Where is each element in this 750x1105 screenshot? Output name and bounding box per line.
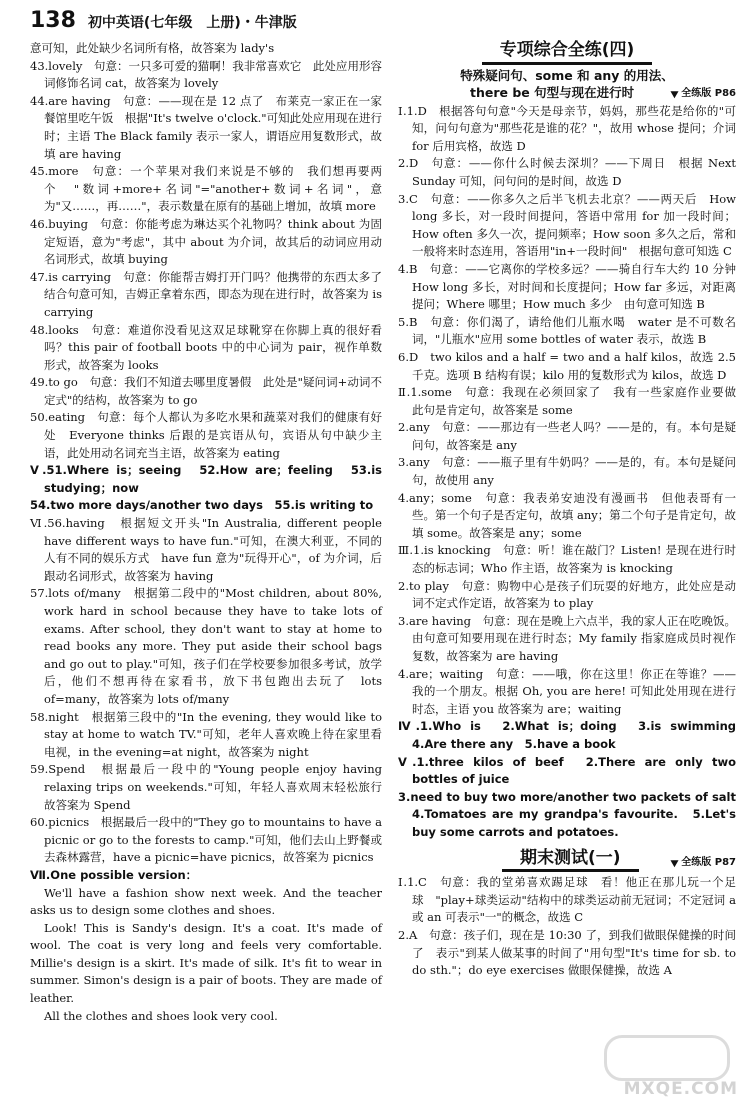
section-answers: Ⅴ.1.three kilos of beef 2.There are only two bottles of juice [398, 754, 736, 787]
arrow-icon [671, 88, 681, 98]
book-title: 初中英语(七年级 上册)・牛津版 [87, 15, 297, 31]
answer-item: 48.looks 句意：难道你没看见这双足球靴穿在你脚上真的很好看吗？this pair of football boots 中的中心词为 pair，视作单数形式，故答案为 looks [30, 322, 382, 372]
essay-paragraph: Look! This is Sandy's design. It's a coat. It's made of wool. The coat is very long and feels very comfortable. Millie's design is a skirt. It's made of silk. It's fit to wear in summer. Simon's design is a pair of boots. They are made of leather. [30, 920, 382, 1006]
page-ref-tag [672, 85, 736, 102]
section-subtitle-text: there be 句型与现在进行时 [470, 84, 635, 100]
answer-item: 3.any 句意：——瓶子里有牛奶吗？——是的，有。本句是疑问句，故使用 any [398, 455, 736, 488]
answer-item: 2.any 句意：——那边有一些老人吗？——是的，有。本句是疑问句，故答案是 any [398, 420, 736, 452]
page-header [30, 8, 297, 40]
answer-item: Ⅱ.1.some 句意：我现在必须回家了 我有一些家庭作业要做 此句是肯定句，故答案是 some [398, 385, 748, 417]
watermark-graphic [604, 1035, 730, 1081]
section-answers: Ⅶ.One possible version： [30, 867, 198, 882]
answer-item: 58.night 根据第三段中的"In the evening, they would like to stay at home to watch TV."可知，老年人喜欢晚上待在家里看电视，in the evening=at night，故答案为 night [30, 709, 382, 759]
answer-item: 43.lovely 句意：一只多可爱的猫啊！我非常喜欢它 此处应用形容词修饰名词 cat，故答案为 lovely [30, 58, 382, 91]
answer-item: 50.eating 句意：每个人都认为多吃水果和蔬菜对我们的健康有好处 Everyone thinks 后跟的是宾语从句，宾语从句中缺少主语，此处用动名词充当主语，故答案为 eating [30, 410, 382, 460]
essay-paragraph: We'll have a fashion show next week. And the teacher asks us to design some clothes and shoes. [30, 885, 382, 918]
answer-item: Ⅲ.1.is knocking 句意：听！谁在敲门？Listen! 是现在进行时态的标志词；Who 作主语，故答案为 is knocking [398, 543, 736, 576]
page-ref-label-final: 全练版 P87 [681, 856, 736, 868]
answer-item: 46.buying 句意：你能考虑为琳达买个礼物吗？think about 为固定短语，意为"考虑"，其中 about 为介词，故其后的动词应用动名词形式，故填 buying [30, 216, 382, 267]
left-column [30, 40, 394, 1025]
right-column [398, 40, 748, 980]
answer-item: 意可知，此处缺少名词所有格，故答案为 lady's [30, 41, 275, 55]
section-title: 专项综合全练(四) [482, 42, 653, 65]
answer-item: 6.D two kilos and a half = two and a half kilos，故选 2.5 千克。选项 B 结构有误；kilo 用的复数形式为 kilos，故选 D [398, 349, 736, 382]
arrow-icon [671, 857, 681, 867]
final-answer-list [398, 874, 736, 980]
watermark-logo [594, 1033, 744, 1103]
answer-item: 3.are having 句意：现在是晚上六点半，我的家人正在吃晚饭。由句意可知要用现在进行时态；My family 指家庭成员时视作复数，故答案为 are having [398, 613, 736, 663]
answer-item: Ⅵ.56.having 根据短文开头"In Australia, different people have different ways to have fun."可知，在澳大利亚，不同的人有不同的娱乐方式 have fun 意为"玩得开心"，of 为介词，后跟动名词形式，故答案为 having [30, 516, 382, 583]
answer-list [398, 103, 748, 842]
answer-item: 2.to play 句意：购物中心是孩子们玩耍的好地方，此处应是动词不定式作定语，故答案为 to play [398, 578, 736, 611]
section-answers: Ⅴ.51.Where is；seeing 52.How are；feeling 53.is studying；now [30, 463, 382, 495]
page-ref-tag-final [672, 854, 736, 872]
watermark-text: MXQE.COM [623, 1079, 738, 1099]
section-banner-final [398, 847, 736, 873]
answer-item: 5.B 句意：你们渴了，请给他们儿瓶水喝 water 是不可数名词，"儿瓶水"应用 some bottles of water 表示，故选 B [398, 314, 736, 347]
section-answers: 54.two more days/another two days 55.is writing to [30, 498, 374, 513]
answer-item: 59.Spend 根据最后一段中的"Young people enjoy having relaxing trips on weekends."可知，年轻人喜欢周末轻松旅行 故答案为 Spend [30, 762, 394, 812]
answer-item: Ⅰ.1.C 句意：我的堂弟喜欢踢足球 看！他正在那儿玩一个足球 "play+球类运动"结构中的球类运动前无冠词；不定冠词 a 或 an 可表示"一"的概念，故选 C [398, 875, 736, 925]
answer-item: 47.is carrying 句意：你能帮吉姆打开门吗？他携带的东西太多了 结合句意可知，吉姆正拿着东西，即态为现在进行时，故答案为 is carrying [30, 269, 394, 319]
answer-item: 4.are；waiting 句意：——哦，你在这里！你正在等谁？——我的一个朋友。根据 Oh, you are here! 可知此处用现在进行时态，主语 you 故答案为 are；waiting [398, 666, 736, 716]
section-subtitle-line2 [398, 84, 736, 101]
answer-item: 45.more 句意：一个苹果对我们来说是不够的 我们想再要两个 "数词+more+名词"="another+数词+名词"，意为"又……，再……"，表示数量在原有的基础上增加，故填 more [30, 164, 382, 214]
section-subtitle: 特殊疑问句、some 和 any 的用法、 [460, 67, 674, 83]
answer-item: 4.any；some 句意：我表弟安迪没有漫画书 但他表哥有一些。第一个句子是否定句，故填 any；第二个句子是肯定句，故填 some。故答案是 any；some [398, 490, 736, 540]
section-answers: 3.need to buy two more/another two packets of salt 4.Tomatoes are my grandpa's favourite. 5.Let's buy some carrots and potatoes. [398, 789, 748, 839]
answer-item: 2.A 句意：孩子们，现在是 10:30 了，到我们做眼保健操的时间了 表示"到某人做某事的时间了"用句型"It's time for sb. to do sth."；do eye exercises 做眼保健操，故选 A [398, 927, 736, 978]
section-banner-special [398, 42, 736, 65]
answer-item: 57.lots of/many 根据第二段中的"Most children, about 80%, work hard in school because they have to take lots of exams. After school, they don't want to stay at home to read books any more. They put aside their school bags and go out to play."可知，孩子们在学校要参加很多考试，放学后，他们不想再待在家看书，放下书包跑出去玩了 lots of=many，故答案为 lots of/many [30, 586, 382, 706]
answer-item: 2.D 句意：——你什么时候去深圳？——下周日 根据 Next Sunday 可知，问句问的是时间，故选 D [398, 156, 736, 188]
section-answers: Ⅳ.1.Who is 2.What is；doing 3.is swimming 4.Are there any 5.have a book [398, 719, 748, 751]
answer-item: Ⅰ.1.D 根据答句句意"今天是母亲节，妈妈，那些花是给你的"可知，问句句意为"那些花是谁的花？"，故用 whose 提问；介词 for 后用宾格，故选 D [398, 103, 736, 153]
final-test-title: 期末测试(一) [502, 850, 639, 873]
answer-item: 3.C 句意：——你多久之后半飞机去北京？——两天后 How long 多长，对一段时间提问，答语中常用 for 加一段时间；How often 多久一次，提问频率；How soon 多久之后，常和一般将来时态连用，答语用"in+一段时间" 根据句意可知选 C [398, 191, 736, 259]
page-number: 138 [30, 8, 76, 33]
page-ref-label: 全练版 P86 [681, 87, 736, 99]
answer-item: 49.to go 句意：我们不知道去哪里度暑假 此处是"疑问词+动词不定式"的结构，故答案为 to go [30, 375, 382, 407]
answer-item: 60.picnics 根据最后一段中的"They go to mountains to have a picnic or go to the forests to camp."可知，他们去山上野餐或去森林露营，have a picnic=have picnics，故答案为 picnics [30, 815, 382, 865]
answer-item: 4.B 句意：——它离你的学校多远？——骑自行车大约 10 分钟 How long 多长，对时间和长度提问；How far 多远，对距离提问；Where 哪里；How much 多少 由句意可知选 B [398, 261, 748, 312]
essay-paragraph: All the clothes and shoes look very cool. [44, 1008, 278, 1023]
answer-item: 44.are having 句意：——现在是 12 点了 布莱克一家正在一家餐馆里吃午饭 根据"It's twelve o'clock."可知此处应用现在进行时；主语 The Black family 表示一家人，谓语应用复数形式，故填 are having [30, 93, 382, 161]
